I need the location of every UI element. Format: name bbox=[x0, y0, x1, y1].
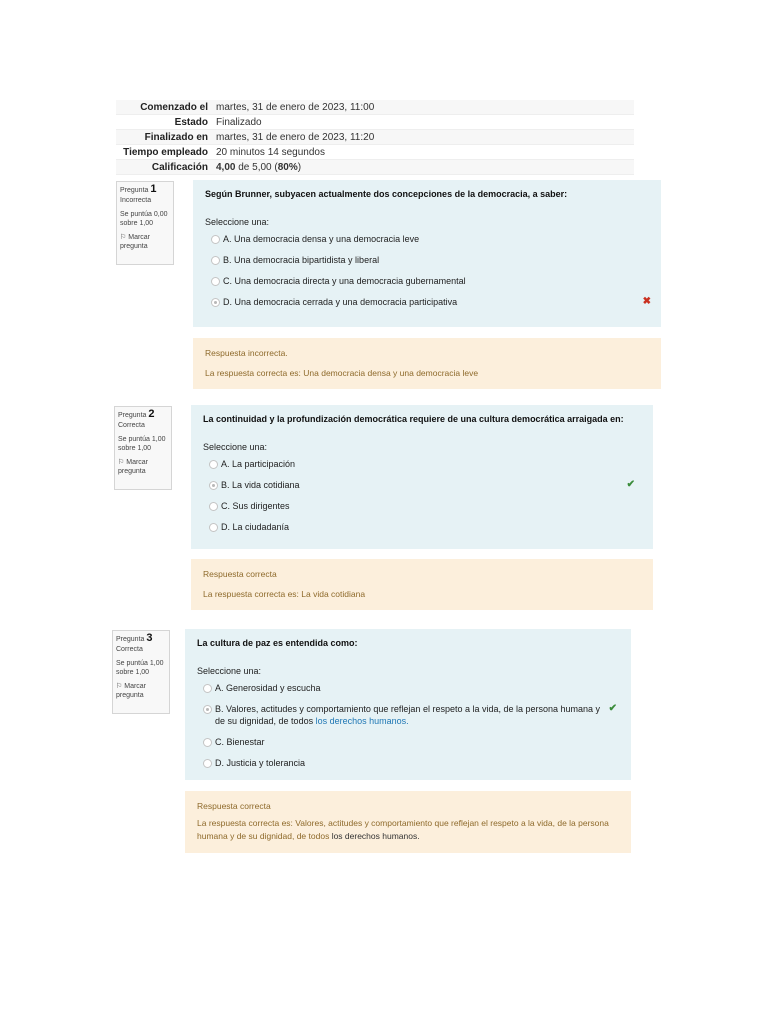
option-label: D. Justicia y tolerancia bbox=[215, 758, 306, 768]
select-label: Seleccione una: bbox=[205, 217, 270, 227]
question-3-feedback bbox=[185, 791, 631, 853]
feedback-title: Respuesta incorrecta. bbox=[205, 348, 288, 358]
question-number-value: 2 bbox=[148, 408, 155, 420]
option-label: C. Sus dirigentes bbox=[221, 501, 290, 511]
radio-button[interactable] bbox=[211, 235, 220, 244]
option-d[interactable] bbox=[197, 757, 619, 769]
question-number-prefix: Pregunta bbox=[118, 412, 149, 419]
summary-label: Tiempo empleado bbox=[116, 145, 212, 160]
flag-label: Marcar pregunta bbox=[118, 459, 149, 475]
radio-button-selected[interactable] bbox=[211, 298, 220, 307]
question-1-feedback bbox=[193, 338, 661, 389]
question-2-content bbox=[191, 405, 653, 549]
grade-percent: 80% bbox=[277, 161, 298, 173]
summary-row-finished bbox=[116, 130, 634, 145]
flag-icon: ⚐ bbox=[116, 683, 125, 690]
option-a[interactable] bbox=[205, 233, 649, 245]
flag-label: Marcar pregunta bbox=[120, 234, 151, 250]
question-2-info bbox=[114, 406, 172, 490]
question-text: La continuidad y la profundización democrática requiere de una cultura democrática arraigada en: bbox=[203, 414, 624, 424]
summary-row-state bbox=[116, 115, 634, 130]
question-state: Incorrecta bbox=[120, 197, 152, 204]
option-label: C. Bienestar bbox=[215, 737, 265, 747]
option-label: B. La vida cotidiana bbox=[221, 480, 300, 490]
summary-value bbox=[212, 160, 634, 175]
question-3-content bbox=[185, 629, 631, 780]
option-a[interactable] bbox=[197, 682, 619, 694]
question-grade: Se puntúa 0,00 sobre 1,00 bbox=[120, 211, 168, 227]
flag-question-link[interactable] bbox=[118, 458, 169, 476]
radio-button[interactable] bbox=[209, 460, 218, 469]
correct-check-icon: ✔ bbox=[626, 479, 635, 490]
summary-label: Comenzado el bbox=[116, 100, 212, 115]
option-label: D. Una democracia cerrada y una democracia participativa bbox=[223, 297, 458, 307]
summary-row-started bbox=[116, 100, 634, 115]
question-state: Correcta bbox=[116, 646, 143, 653]
feedback-text bbox=[197, 817, 619, 843]
feedback-text: La respuesta correcta es: Una democracia densa y una democracia leve bbox=[205, 368, 479, 378]
option-label: C. Una democracia directa y una democracia gubernamental bbox=[223, 276, 466, 286]
feedback-title: Respuesta correcta bbox=[197, 801, 271, 811]
flag-question-link[interactable] bbox=[120, 233, 171, 251]
flag-question-link[interactable] bbox=[116, 682, 167, 700]
radio-button[interactable] bbox=[203, 738, 212, 747]
incorrect-icon: ✖ bbox=[642, 296, 651, 307]
grade-mid: de 5,00 ( bbox=[235, 161, 278, 173]
question-text: Según Brunner, subyacen actualmente dos concepciones de la democracia, a saber: bbox=[205, 189, 568, 199]
option-b[interactable] bbox=[197, 703, 619, 727]
summary-label: Finalizado en bbox=[116, 130, 212, 145]
summary-value: 20 minutos 14 segundos bbox=[212, 145, 634, 160]
option-a[interactable] bbox=[203, 458, 641, 470]
question-2-feedback bbox=[191, 559, 653, 610]
option-label: D. La ciudadanía bbox=[221, 522, 290, 532]
flag-icon: ⚐ bbox=[118, 459, 127, 466]
select-label: Seleccione una: bbox=[203, 442, 268, 452]
option-label: A. Una democracia densa y una democracia leve bbox=[223, 234, 420, 244]
option-b[interactable] bbox=[205, 254, 649, 266]
option-label: B. Valores, actitudes y comportamiento que reflejan el respeto a la vida, de la persona humana y de su dignidad, de todos bbox=[215, 704, 601, 726]
correct-check-icon: ✔ bbox=[608, 703, 617, 714]
question-1-content bbox=[193, 180, 661, 327]
grade-score: 4,00 bbox=[216, 161, 236, 173]
radio-button[interactable] bbox=[211, 277, 220, 286]
option-c[interactable] bbox=[205, 275, 649, 287]
option-c[interactable] bbox=[203, 500, 641, 512]
question-number-value: 1 bbox=[150, 183, 157, 195]
radio-button[interactable] bbox=[209, 502, 218, 511]
question-number bbox=[118, 410, 169, 420]
summary-label: Calificación bbox=[116, 160, 212, 175]
summary-value: martes, 31 de enero de 2023, 11:20 bbox=[212, 130, 634, 145]
question-number-prefix: Pregunta bbox=[116, 636, 147, 643]
option-label: A. Generosidad y escucha bbox=[215, 683, 321, 693]
question-number bbox=[116, 634, 167, 644]
human-rights-link[interactable]: los derechos humanos. bbox=[315, 716, 409, 726]
feedback-title: Respuesta correcta bbox=[203, 569, 277, 579]
question-number bbox=[120, 185, 171, 195]
summary-row-time bbox=[116, 145, 634, 160]
feedback-text-main: La respuesta correcta es: Valores, actitudes y comportamiento que reflejan el respeto a la vida, de la persona humana y de su dignidad, de todos bbox=[197, 818, 609, 841]
feedback-text: La respuesta correcta es: La vida cotidiana bbox=[203, 589, 366, 599]
radio-button-selected[interactable] bbox=[209, 481, 218, 490]
grade-end: ) bbox=[297, 161, 302, 173]
question-number-value: 3 bbox=[146, 632, 153, 644]
radio-button[interactable] bbox=[211, 256, 220, 265]
question-grade: Se puntúa 1,00 sobre 1,00 bbox=[118, 436, 166, 452]
option-d[interactable] bbox=[205, 296, 649, 308]
question-1-info bbox=[116, 181, 174, 265]
option-c[interactable] bbox=[197, 736, 619, 748]
question-grade: Se puntúa 1,00 sobre 1,00 bbox=[116, 660, 164, 676]
option-d[interactable] bbox=[203, 521, 641, 533]
option-label: B. Una democracia bipartidista y liberal bbox=[223, 255, 380, 265]
question-number-prefix: Pregunta bbox=[120, 187, 151, 194]
flag-label: Marcar pregunta bbox=[116, 683, 147, 699]
radio-button[interactable] bbox=[203, 684, 212, 693]
question-3-info bbox=[112, 630, 170, 714]
feedback-text-end: los derechos humanos. bbox=[331, 831, 420, 841]
radio-button-selected[interactable] bbox=[203, 705, 212, 714]
flag-icon: ⚐ bbox=[120, 234, 129, 241]
option-b[interactable] bbox=[203, 479, 641, 491]
summary-value: Finalizado bbox=[212, 115, 634, 130]
select-label: Seleccione una: bbox=[197, 666, 262, 676]
summary-label: Estado bbox=[116, 115, 212, 130]
question-text: La cultura de paz es entendida como: bbox=[197, 638, 358, 648]
radio-button[interactable] bbox=[209, 523, 218, 532]
summary-value: martes, 31 de enero de 2023, 11:00 bbox=[212, 100, 634, 115]
summary-row-grade bbox=[116, 160, 634, 175]
option-label: A. La participación bbox=[221, 459, 296, 469]
radio-button[interactable] bbox=[203, 759, 212, 768]
question-state: Correcta bbox=[118, 422, 145, 429]
attempt-summary bbox=[116, 100, 634, 175]
